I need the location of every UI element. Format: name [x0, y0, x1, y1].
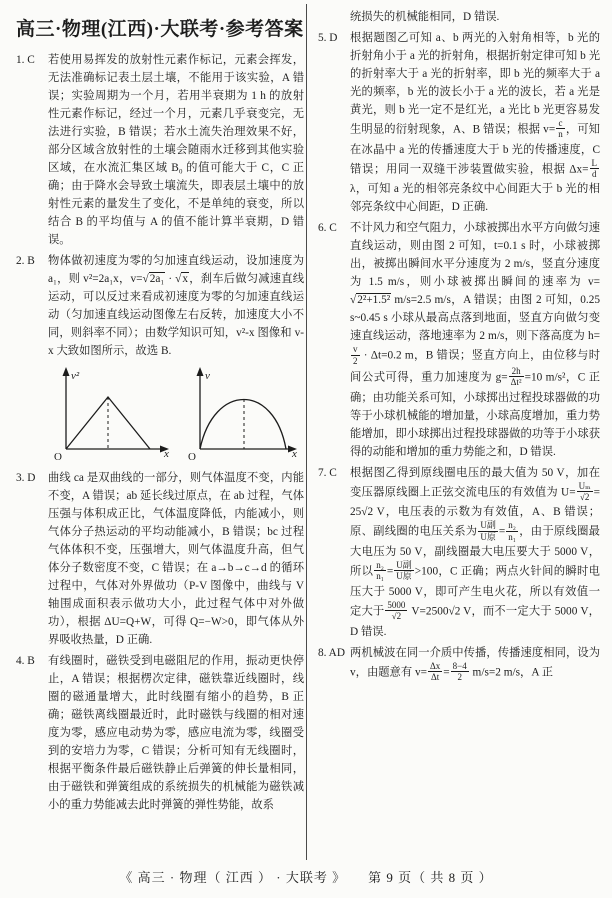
fraction: $\frac{c}{n}$ — [558, 118, 563, 140]
fraction: $\frac{2h}{\text{Δt²}}$ — [510, 366, 522, 388]
answer-item-3 — [16, 469, 304, 649]
answer-text-7: 根据图乙得到原线圈电压的最大值为 50 V，加在变压器原线圈上正弦交流电压的有效值为 U= $\frac{\text{Uₘ}}{√2}$ =25√2 V，电压表的示数为有效值，A、B 错误；原、副线圈的电压关系为 $\frac{\text{U副}}{\text{U原}}$ = $\frac{\text{n₂}}{\text{n₁}}$ ，由于原线圈最大电压为 50 V，副线圈最大电压要大于 5000 V，所以 $\frac{\text{n₂}}{\text{n₁}}$ = $\frac{\text{U副}}{\text{U原}}$ >100，C 正确；两点火针间的瞬时电压大于 5000 V，即可产生电火花，所以有效值一定大于 $\frac{5000}{√2}$ V=2500√2 V，而不一定大于 5000 V，D 错误. — [350, 466, 600, 638]
answer-text-6: 不计风力和空气阻力，小球被掷出水平方向做匀速直线运动，则由图 2 可知，t=0.1 s 时，小球被掷出，被掷出瞬间水平分速度为 2 m/s，竖直分速度为 1.5 m/s，则小球被掷出瞬间的速率为 v=√2²+1.5² m/s=2.5 m/s，A 错误；由图 2 可知，0.25 s~0.45 s 小球从最高点落到地面，竖直方向做匀变速直线运动，落地速率为 2 m/s，则下落高度为 h= $\frac{v}{2}$ · Δt=0.2 m，B 错误；竖直方向上，由位移与时间公式可得，重力加速度为 g= $\frac{2h}{\text{Δt²}}$ =10 m/s²，C 正确；由功能关系可知，小球掷出过程投球器做的功等于小球机械能的增加量，小球高度增加，重力势能增加，即小球掷出过程投球器做的功等于小球获得的动能和增加的重力势能之和，D 错误. — [350, 222, 600, 458]
fraction: $\frac{5000}{√2}$ — [387, 599, 406, 622]
footer-book-title: 《 高三 · 物理（ 江西 ） · 大联考 》 — [119, 870, 347, 885]
origin-label: O — [54, 451, 62, 463]
square-root: √2²+1.5² — [350, 294, 391, 307]
fraction: $\frac{\Delta x}{\Delta t}$ — [429, 660, 441, 682]
answer-item-4 — [16, 652, 304, 814]
x-axis-label: x — [164, 448, 169, 460]
y-axis-label-v2: v² — [71, 370, 80, 382]
answer-text-4: 有线圈时，磁铁受到电磁阻尼的作用，振动更快停止，A 错误；根据楞次定律，磁铁靠近线圈时，线圈的磁通量增大，此时线圈有缩小的趋势，B 正确；磁铁离线圈最近时，此时磁铁与线圈的相对速度为零，感应电动势为零，感应电流为零，线圈受到的安培力为零，C 错误；分析可知有无线圈时，根据平衡条件最后磁铁静止后弹簧的伸长量相同，由于磁铁和弹簧组成的系统损失的机械能为磁铁减小的重力势能减去此时弹簧的弹性势能，故系 — [48, 655, 304, 811]
question-number-2: 2. B — [16, 255, 35, 267]
answer-text-5: 根据题图乙可知 a、b 两光的入射角相等，b 光的折射角小于 a 光的折射角，根据折射定律可知 b 光的折射率大于 a 光的折射率，即 b 光的频率大于 a 光的频率，b 光的波长小于 a 光的波长，若 a 光是黄光，则 b 光一定不是红光，a 光比 b 光更容易发生明显的衍射现象，A、B 错误；根据 v= $\frac{c}{n}$ ，可知在冰晶中 a 光的传播速度大于 b 光的传播速度，C 错误；用同一双缝干涉装置做实验，根据 Δx= $\frac{L}{d}$ λ，可知 a 光的相邻亮条纹中心间距大于 b 光的相邻亮条纹中心间距，D 正确. — [350, 32, 600, 214]
y-axis-label-v: v — [205, 370, 210, 382]
left-column — [16, 8, 304, 817]
footer-page-number: 第 9 页（ 共 8 页 ） — [368, 870, 493, 885]
fraction: $\frac{\text{n₂}}{\text{n₁}}$ — [508, 520, 516, 542]
right-column — [318, 8, 600, 686]
fraction: $\frac{\text{U副}}{\text{U原}}$ — [396, 560, 412, 582]
fraction: $\frac{L}{d}$ — [591, 157, 597, 180]
question-number-5: 5. D — [318, 32, 338, 44]
square-root: √2a₁ — [142, 273, 165, 285]
fraction: $\frac{\text{Uₘ}}{√2}$ — [578, 480, 591, 503]
answer-text-1: 若使用易挥发的放射性元素作标记，元素会挥发，无法准确标记表土层土壤，不能用于该实验，A 错误；实验周期为一个月，若用半衰期为 1 h 的放射性元素作标记，经过一个月，元素几乎衰变完，无法进行实验，B 错误；若水土流失治理效果不好，部分区域含放射性的土壤会随雨水迁移到其他实验区域，在水流汇集区域 B₀ 的值可能大于 C，C 正确；由于降水会导致土壤流失，即表层土壤中的放射性元素的量发生了变化，不是单纯的衰变，所以结合 B 的平均值与 A 的值不能计算半衰期，D 错误。 — [48, 54, 304, 246]
fraction: $\frac{8-4}{2}$ — [452, 660, 467, 682]
answer-text-4-continued: 统损失的机械能相同，D 错误. — [350, 11, 500, 23]
answer-item-1 — [16, 51, 304, 249]
question-number-3: 3. D — [16, 472, 36, 484]
answer-text-8: 两机械波在同一介质中传播，传播速度相同，设为 v，由题意有 v= $\frac{\Delta x}{\Delta t}$ = $\frac{8-4}{2}$ m/s=2 m/s，A 正 — [350, 646, 600, 682]
question-number-1: 1. C — [16, 54, 35, 66]
answer-text-3: 曲线 ca 是双曲线的一部分，则气体温度不变，内能不变，A 错误；ab 延长线过原点，在 ab 过程，气体压强与体积成正比，气体温度降低，内能减小，则气体分子热运动的平均动能减小，B 错误；bc 过程气体体积不变，压强增大，则气体温度升高，但气体分子数密度不变，C 错误；在 a→b→c→d 的循环过程中，气体对外界做功（P-V 图像中，曲线与 V 轴围成面积表示做功大小，此过程气体中对外做功），根据 ΔU=Q+W，可得 Q=−W>0，即气体从外界吸收热量，D 正确. — [48, 472, 304, 646]
square-root: √x — [175, 273, 189, 285]
answer-item-4-continued — [318, 8, 600, 26]
graph-v-x-arrows — [197, 367, 298, 453]
column-divider — [306, 4, 307, 860]
fraction: $\frac{v}{2}$ — [353, 344, 358, 366]
x-axis-label: x — [292, 448, 297, 460]
graph-v2-x — [66, 373, 162, 449]
question-number-blank — [318, 8, 350, 26]
answer-item-2 — [16, 252, 304, 466]
question-number-6: 6. C — [318, 222, 337, 235]
answer-item-8 — [318, 644, 600, 684]
answer-item-6 — [318, 219, 600, 460]
question-number-4: 4. B — [16, 655, 35, 667]
velocity-position-graphs — [50, 365, 304, 463]
origin-label: O — [188, 451, 196, 463]
question-number-7: 7. C — [318, 466, 337, 479]
graph-v-x — [200, 373, 290, 449]
fraction: $\frac{\text{n₂}}{\text{n₁}}$ — [376, 560, 384, 582]
answer-text-2: 物体做初速度为零的匀加速直线运动，设加速度为 a₁，则 v²=2a₁x，v=√2a₁ · √x，刹车后做匀减速直线运动，可以反过来看成初速度为零的匀加速直线运动（匀加速直线运动图像左右反转，加速度大小不同，则斜率不同）；由数学知识可知，v²-x 图像和 v-x 大致如图所示，故选 B. — [48, 255, 304, 357]
page-title: 高三·物理(江西)·大联考·参考答案 — [16, 19, 304, 40]
answer-item-7 — [318, 464, 600, 641]
graphs-svg — [50, 365, 302, 463]
answer-item-5 — [318, 29, 600, 216]
fraction: $\frac{\text{U副}}{\text{U原}}$ — [480, 520, 496, 542]
page-footer — [0, 867, 612, 886]
question-number-8: 8. AD — [318, 646, 345, 659]
